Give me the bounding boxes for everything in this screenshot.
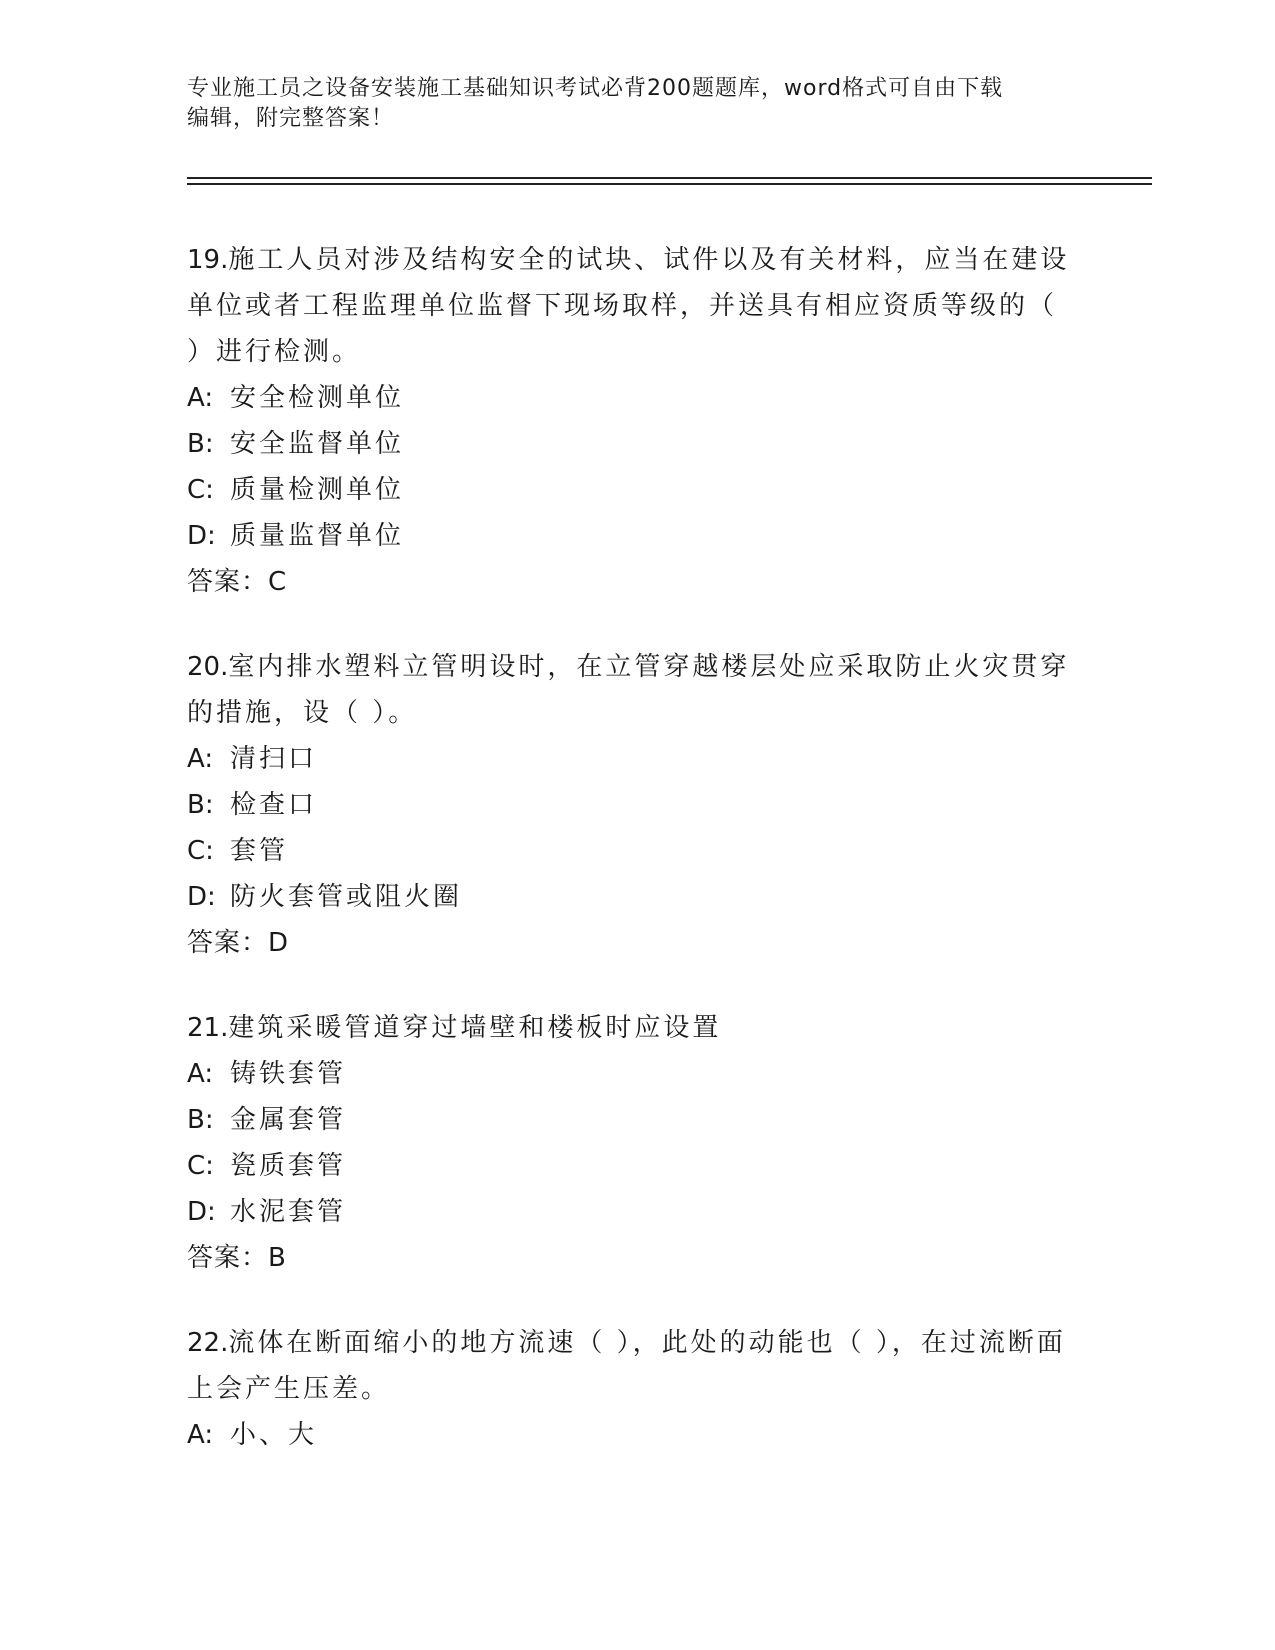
option-c — [187, 828, 1077, 874]
option-text: 清扫口 — [230, 744, 318, 774]
question-text — [187, 1005, 1077, 1051]
option-letter: C: — [187, 836, 214, 866]
option-c — [187, 467, 1077, 513]
question-22 — [187, 1320, 1077, 1458]
option-letter: C: — [187, 1151, 214, 1181]
option-letter: D: — [187, 521, 216, 551]
option-letter: A: — [187, 383, 214, 413]
question-body: 流体在断面缩小的地方流速（ ），此处的动能也（ ），在过流断面上会产生压差。 — [187, 1328, 1066, 1404]
option-text: 水泥套管 — [230, 1197, 347, 1227]
option-a — [187, 736, 1077, 782]
option-text: 安全检测单位 — [230, 383, 405, 413]
option-text: 瓷质套管 — [230, 1151, 347, 1181]
option-letter: A: — [187, 1420, 214, 1450]
option-letter: D: — [187, 1197, 216, 1227]
question-text — [187, 237, 1077, 375]
option-b — [187, 1097, 1077, 1143]
question-20 — [187, 644, 1077, 966]
option-c — [187, 1143, 1077, 1189]
header-line-2: 编辑，附完整答案！ — [187, 106, 395, 131]
option-b — [187, 421, 1077, 467]
header-divider-top — [187, 177, 1152, 179]
option-text: 检查口 — [230, 790, 318, 820]
answer-line: 答案：C — [187, 567, 288, 597]
option-text: 金属套管 — [230, 1105, 347, 1135]
question-19 — [187, 237, 1077, 605]
option-letter: B: — [187, 790, 214, 820]
header-line-1: 专业施工员之设备安装施工基础知识考试必背200题题库，word格式可自由下载 — [187, 76, 1004, 101]
question-body: 建筑采暖管道穿过墙壁和楼板时应设置 — [228, 1013, 722, 1043]
answer-line: 答案：D — [187, 928, 290, 958]
option-text: 质量监督单位 — [230, 521, 405, 551]
question-body: 施工人员对涉及结构安全的试块、试件以及有关材料，应当在建设单位或者工程监理单位监督下现场取样，并送具有相应资质等级的（ ）进行检测。 — [187, 245, 1070, 367]
option-d — [187, 874, 1077, 920]
question-body: 室内排水塑料立管明设时，在立管穿越楼层处应采取防止火灾贯穿的措施，设（ ）。 — [187, 652, 1070, 728]
header-divider-bottom — [187, 183, 1152, 185]
option-text: 安全监督单位 — [230, 429, 405, 459]
option-b — [187, 782, 1077, 828]
option-letter: A: — [187, 744, 214, 774]
option-d — [187, 1189, 1077, 1235]
option-text: 质量检测单位 — [230, 475, 405, 505]
option-letter: A: — [187, 1059, 214, 1089]
option-a — [187, 1051, 1077, 1097]
question-text — [187, 1320, 1077, 1412]
question-21 — [187, 1005, 1077, 1281]
question-list — [187, 237, 1077, 1497]
question-number: 21. — [187, 1013, 229, 1043]
question-number: 19. — [187, 245, 229, 275]
option-letter: B: — [187, 429, 214, 459]
option-d — [187, 513, 1077, 559]
option-text: 小、大 — [230, 1420, 318, 1450]
option-a — [187, 375, 1077, 421]
option-letter: C: — [187, 475, 214, 505]
question-number: 20. — [187, 652, 229, 682]
option-text: 防火套管或阻火圈 — [230, 882, 463, 912]
option-text: 铸铁套管 — [230, 1059, 347, 1089]
option-text: 套管 — [230, 836, 289, 866]
option-letter: D: — [187, 882, 216, 912]
question-text — [187, 644, 1077, 736]
answer-line: 答案：B — [187, 1243, 287, 1273]
question-number: 22. — [187, 1328, 229, 1358]
option-a — [187, 1412, 1077, 1458]
document-header — [187, 74, 1067, 134]
option-letter: B: — [187, 1105, 214, 1135]
